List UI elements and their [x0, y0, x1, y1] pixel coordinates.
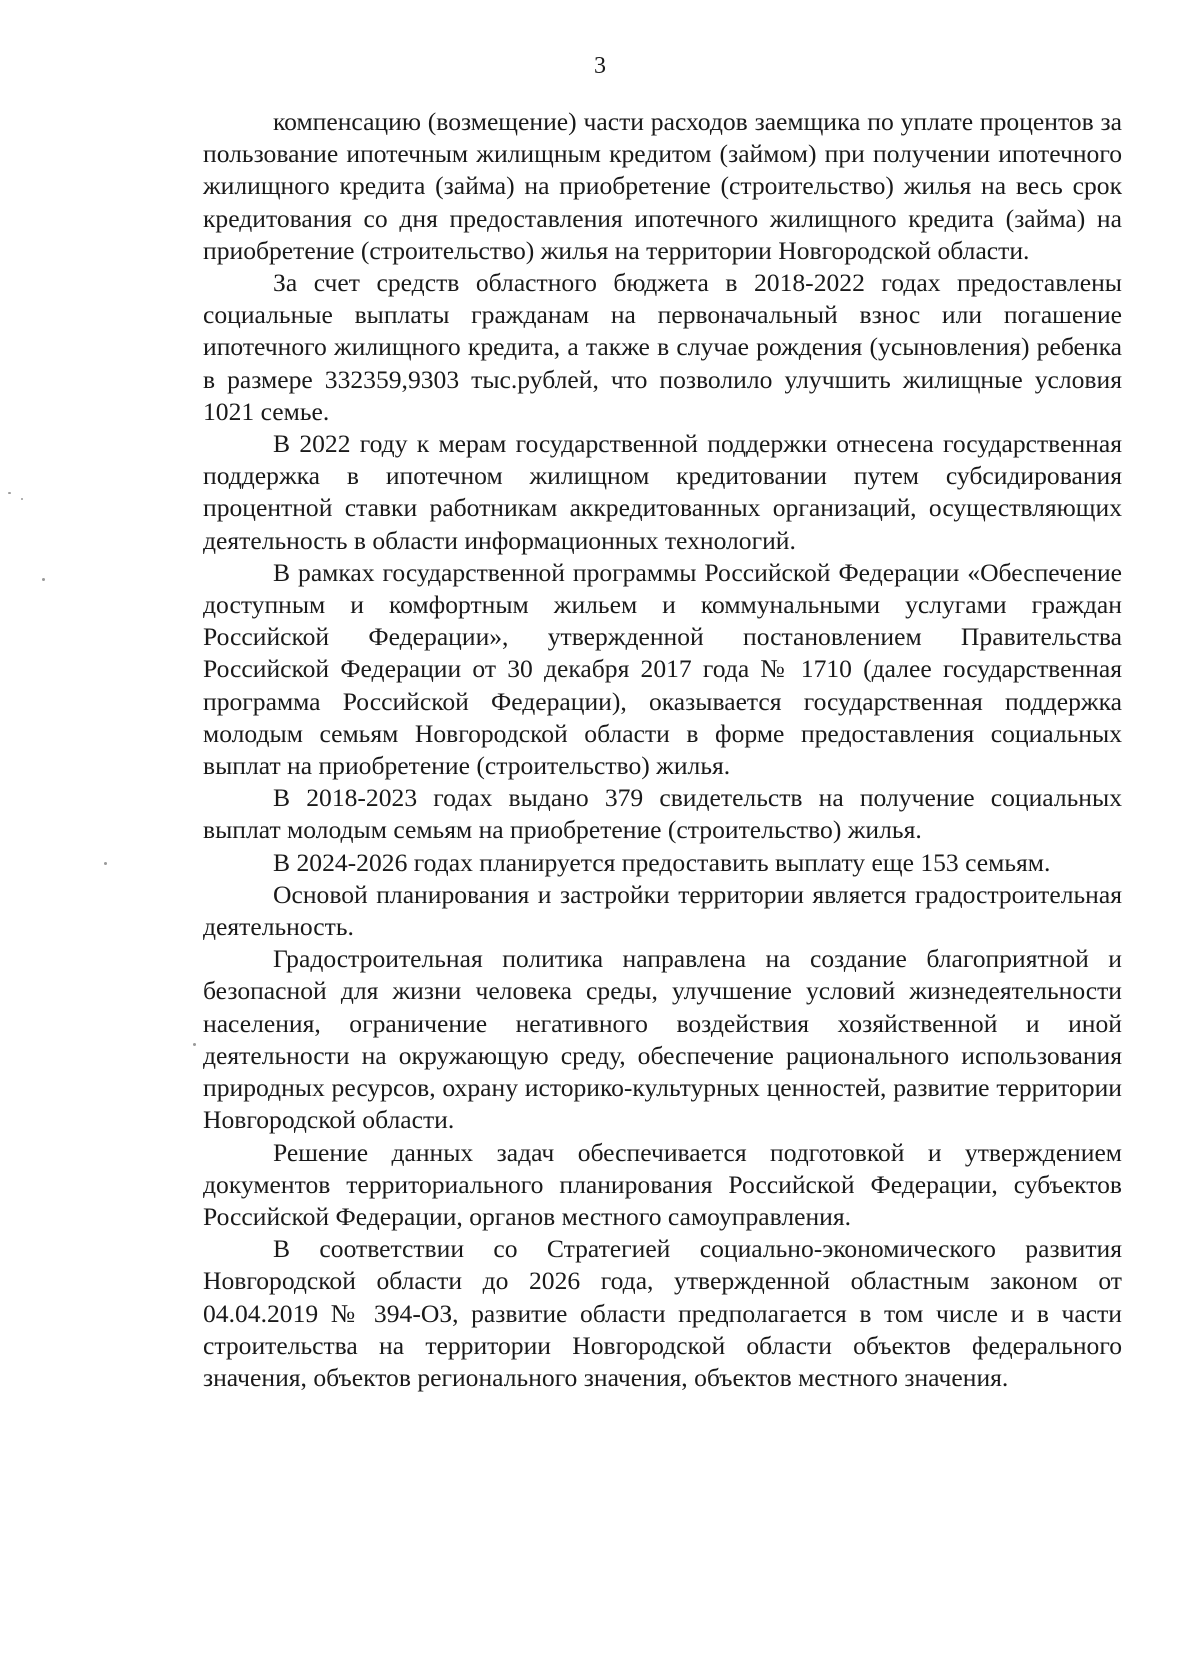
document-body: [203, 106, 1122, 1394]
paragraph-territorial-planning: Решение данных задач обеспечивается подготовкой и утверждением документов территориального планирования Российской Федерации, субъектов Российской Федерации, органов местного самоуправления.: [203, 1137, 1122, 1231]
paragraph-urban-planning-policy: Градостроительная политика направлена на создание благоприятной и безопасной для жизни человека среды, улучшение условий жизнедеятельности населения, ограничение негативного воздействия хозяйственной и иной деятельности на окружающую среду, обеспечение рационального использования природных ресурсов, охрану историко-культурных ценностей, развитие территории Новгородской области.: [203, 944, 1122, 1135]
scan-speck: [42, 578, 45, 581]
paragraph-urban-planning-basis: Основой планирования и застройки территории является градостроительная деятельность.: [203, 879, 1122, 942]
paragraph-certificates-issued: В 2018-2023 годах выдано 379 свидетельств на получение социальных выплат молодым семьям на приобретение (строительство) жилья.: [203, 783, 1122, 845]
paragraph-mortgage-compensation: компенсацию (возмещение) части расходов заемщика по уплате процентов за пользование ипотечным жилищным кредитом (займом) при получении ипотечного жилищного кредита (займа) на приобретение (строительство) жилья на весь срок кредитования со дня предоставления ипотечного жилищного кредита (займа) на приобретение (строительство) жилья на территории Новгородской области.: [203, 107, 1122, 265]
paragraph-development-strategy: В соответствии со Стратегией социально-экономического развития Новгородской области до 2026 года, утвержденной областным законом от 04.04.2019 № 394-ОЗ, развитие области предполагается в том числе и в части строительства на территории Новгородской области объектов федерального значения, объектов регионального значения, объектов местного значения.: [203, 1234, 1122, 1392]
page-number: 3: [594, 53, 606, 79]
scan-speck: [21, 498, 23, 500]
scan-speck: [8, 492, 11, 494]
paragraph-it-mortgage-support: В 2022 году к мерам государственной поддержки отнесена государственная поддержка в ипотечном жилищном кредитовании путем субсидирования процентной ставки работникам аккредитованных организаций, осуществляющих деятельность в области информационных технологий.: [203, 429, 1122, 555]
scan-speck: [104, 862, 107, 865]
scan-speck: [193, 1043, 196, 1046]
paragraph-regional-budget-payments: За счет средств областного бюджета в 2018-2022 годах предоставлены социальные выплаты гражданам на первоначальный взнос или погашение ипотечного жилищного кредита, а также в случае рождения (усыновления) ребенка в размере 332359,9303 тыс.рублей, что позволило улучшить жилищные условия 1021 семье.: [203, 268, 1122, 426]
paragraph-planned-payments: В 2024-2026 годах планируется предоставить выплату еще 153 семьям.: [273, 847, 1051, 877]
paragraph-federal-program: В рамках государственной программы Российской Федерации «Обеспечение доступным и комфортным жильем и коммунальными услугами граждан Российской Федерации», утвержденной постановлением Правительства Российской Федерации от 30 декабря 2017 года № 1710 (далее государственная программа Российской Федерации), оказывается государственная поддержка молодым семьям Новгородской области в форме предоставления социальных выплат на приобретение (строительство) жилья.: [203, 557, 1122, 781]
